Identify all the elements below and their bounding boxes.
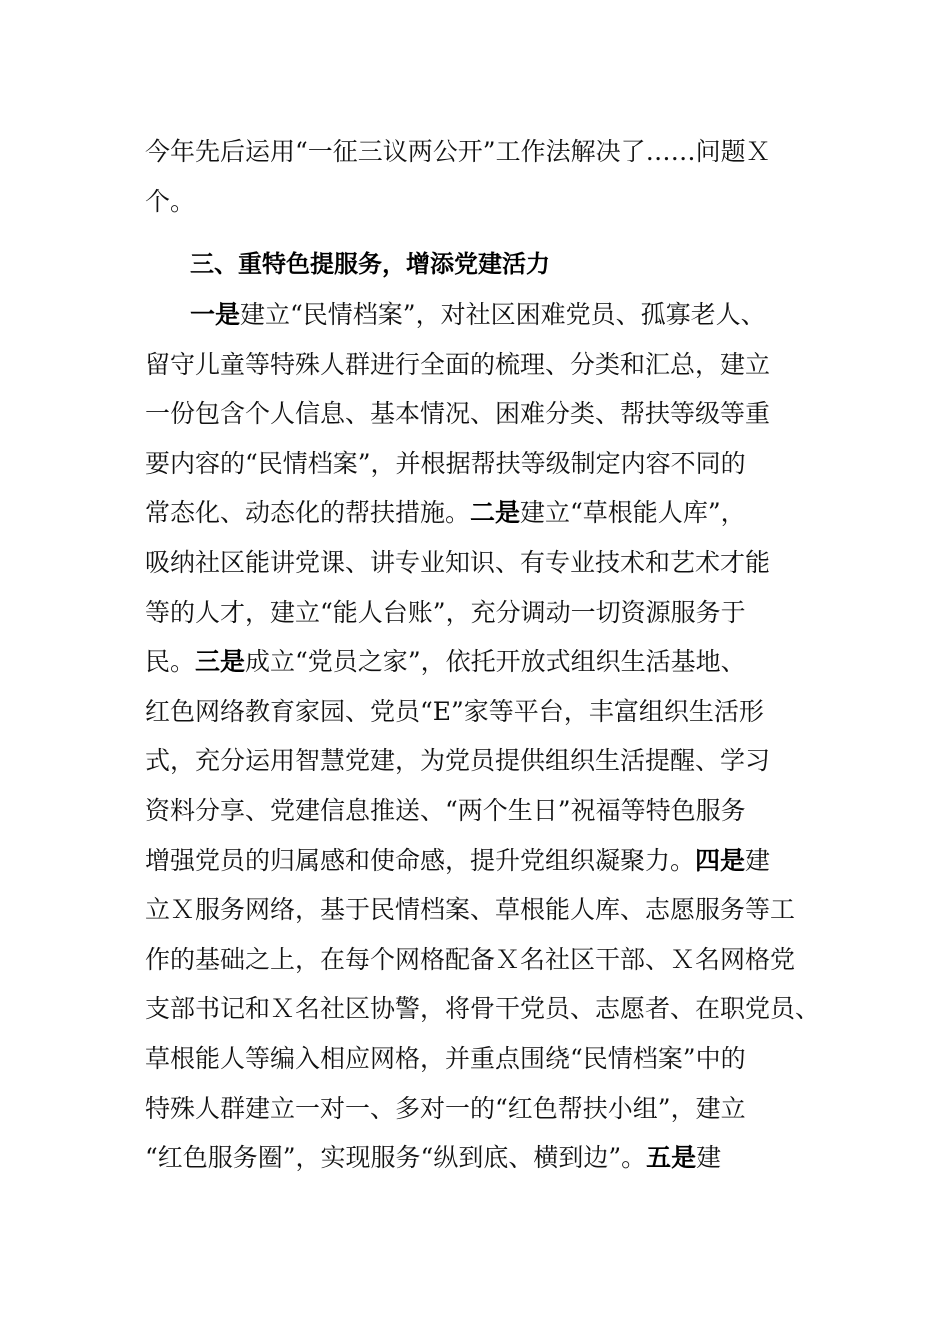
text-run: 增强党员的归属感和使命感，提升党组织凝聚力。 <box>145 846 696 875</box>
paragraph-line <box>145 746 770 776</box>
text-run: 吸纳社区能讲党课、讲专业知识、有专业技术和艺术才能 <box>145 548 771 577</box>
paragraph-line <box>145 945 795 975</box>
text-run: 作的基础之上，在每个网格配备Ｘ名社区干部、Ｘ名网格党 <box>145 945 796 974</box>
paragraph-line <box>145 846 770 876</box>
text-run: 建立“民情档案”，对社区困难党员、孤寡老人、 <box>240 300 766 329</box>
text-run: 草根能人等编入相应网格，并重点围绕“民情档案”中的 <box>145 1044 746 1073</box>
emphasis-label: 三是 <box>195 647 246 676</box>
paragraph-line <box>190 300 766 330</box>
text-run: “红色服务圈”，实现服务“纵到底、横到边”。 <box>145 1143 647 1172</box>
paragraph-line <box>145 994 820 1024</box>
text-run: 要内容的“民情档案”，并根据帮扶等级制定内容不同的 <box>145 449 746 478</box>
emphasis-label: 一是 <box>190 300 241 329</box>
text-run: 立Ｘ服务网络，基于民情档案、草根能人库、志愿服务等工 <box>145 895 796 924</box>
text-run: 建 <box>745 846 771 875</box>
paragraph-line <box>145 399 770 429</box>
text-run: 支部书记和Ｘ名社区协警，将骨干党员、志愿者、在职党员、 <box>145 994 821 1023</box>
text-run: 留守儿童等特殊人群进行全面的梳理、分类和汇总，建立 <box>145 350 771 379</box>
emphasis-label: 二是 <box>470 498 521 527</box>
paragraph-line <box>145 1094 746 1124</box>
paragraph-line <box>145 895 795 925</box>
text-run: 等的人才，建立“能人台账”，充分调动一切资源服务于 <box>145 598 746 627</box>
paragraph-line <box>145 350 770 380</box>
paragraph-line <box>145 449 746 479</box>
emphasis-label: 四是 <box>695 846 746 875</box>
paragraph-line <box>145 647 746 677</box>
text-run: 红色网络教育家园、党员“E”家等平台，丰富组织生活形 <box>145 697 764 726</box>
paragraph-line <box>145 1143 721 1173</box>
paragraph-line <box>145 1044 746 1074</box>
section-heading: 三、重特色提服务，增添党建活力 <box>190 250 550 278</box>
text-run: 资料分享、党建信息推送、“两个生日”祝福等特色服务 <box>145 796 746 825</box>
paragraph-line <box>145 548 770 578</box>
paragraph-line <box>145 598 746 628</box>
text-run: 一份包含个人信息、基本情况、困难分类、帮扶等级等重 <box>145 399 771 428</box>
text-run: 成立“党员之家”，依托开放式组织生活基地、 <box>245 647 746 676</box>
text-run: 建立“草根能人库”， <box>520 498 746 527</box>
text-line: 今年先后运用“一征三议两公开”工作法解决了……问题Ｘ <box>145 137 771 166</box>
text-run: 特殊人群建立一对一、多对一的“红色帮扶小组”，建立 <box>145 1094 746 1123</box>
text-run: 民。 <box>145 647 196 676</box>
text-run: 式，充分运用智慧党建，为党员提供组织生活提醒、学习 <box>145 746 771 775</box>
text-run: 建 <box>696 1143 722 1172</box>
emphasis-label: 五是 <box>646 1143 697 1172</box>
paragraph-line <box>145 697 764 727</box>
text-run: 常态化、动态化的帮扶措施。 <box>145 498 471 527</box>
paragraph-line <box>145 796 746 826</box>
paragraph-line <box>145 498 746 528</box>
text-line: 个。 <box>145 187 196 216</box>
